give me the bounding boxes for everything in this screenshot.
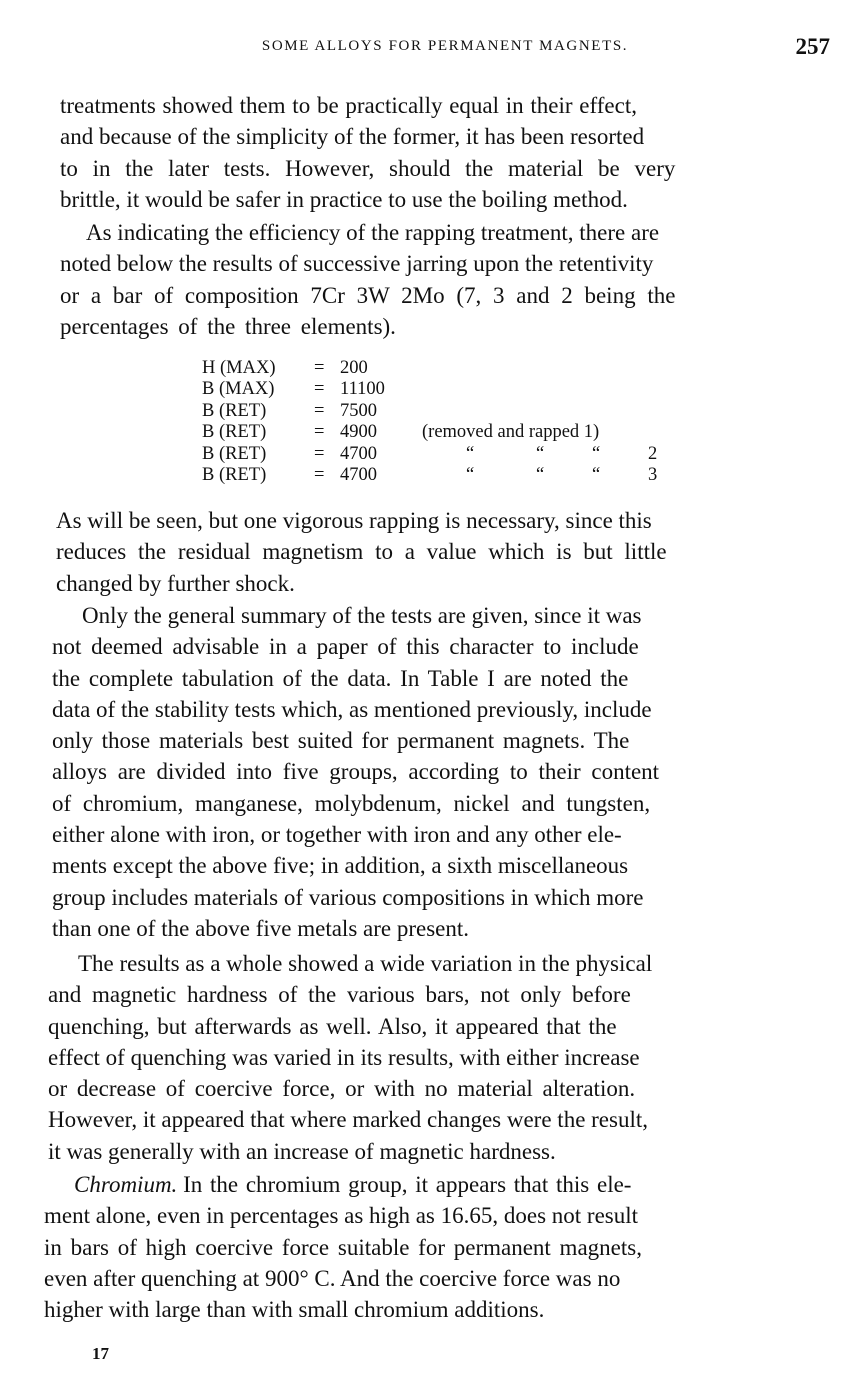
- text-line: the complete tabulation of the data. In Table I are noted the: [52, 665, 629, 691]
- row-value: 4900: [340, 422, 377, 443]
- row-equals: =: [314, 358, 325, 378]
- ditto-mark: “: [592, 443, 601, 464]
- text-line: The results as a whole showed a wide variation in the physical: [78, 951, 653, 976]
- ditto-mark: “: [466, 443, 475, 464]
- text-line: changed by further shock.: [56, 570, 295, 596]
- page-header: [60, 34, 830, 64]
- text-line: and because of the simplicity of the former, it has been resorted: [60, 124, 645, 150]
- paragraph-results: [48, 948, 818, 1167]
- text-line-rest: In the chromium group, it appears that this ele-: [183, 1172, 632, 1197]
- text-line: alloys are divided into five groups, according to their content: [52, 759, 660, 785]
- text-line: it was generally with an increase of magnetic hardness.: [48, 1138, 556, 1164]
- row-label: H (MAX): [202, 358, 276, 378]
- rap-count: 2: [648, 443, 658, 464]
- text-line: and magnetic hardness of the various bars, not only before: [48, 982, 631, 1008]
- text-line: ment alone, even in percentages as high as 16.65, does not result: [44, 1203, 639, 1229]
- text-line: not deemed advisable in a paper of this character to include: [52, 634, 639, 660]
- running-head: SOME ALLOYS FOR PERMANENT MAGNETS.: [261, 38, 629, 54]
- row-label: B (RET): [202, 400, 267, 421]
- text-line: only those materials best suited for permanent magnets. The: [52, 728, 630, 754]
- text-line: to in the later tests. However, should the material be very: [60, 155, 676, 181]
- text-line: even after quenching at 900° C. And the coercive force was no: [44, 1265, 621, 1291]
- text-line: effect of quenching was varied in its results, with either increase: [48, 1044, 640, 1070]
- text-line: noted below the results of successive jarring upon the retentivity: [60, 251, 654, 277]
- row-equals: =: [314, 443, 325, 464]
- section-heading-chromium: Chromium.: [74, 1172, 178, 1197]
- text-line: Only the general summary of the tests are given, since it was: [82, 603, 642, 628]
- row-value: 200: [340, 358, 368, 378]
- text-line: As indicating the efficiency of the rapping treatment, there are: [86, 220, 660, 245]
- row-label: B (RET): [202, 422, 267, 443]
- text-line: ments except the above five; in addition, a sixth miscellaneous: [52, 853, 629, 879]
- page-number: 257: [795, 34, 830, 59]
- row-equals: =: [314, 464, 325, 485]
- paragraph-rapping: [60, 217, 826, 342]
- text-line: higher with large than with small chromium additions.: [44, 1297, 545, 1323]
- text-line: quenching, but afterwards as well. Also, it appeared that the: [48, 1013, 617, 1039]
- text-line: either alone with iron, or together with iron and any other ele-: [52, 822, 622, 848]
- ditto-mark: “: [536, 464, 545, 485]
- text-line: However, it appeared that where marked changes were the result,: [48, 1107, 648, 1133]
- text-line: reduces the residual magnetism to a value which is but little: [56, 539, 667, 565]
- text-line: or decrease of coercive force, or with no material alteration.: [48, 1076, 636, 1102]
- row-equals: =: [314, 400, 325, 421]
- text-line: group includes materials of various compositions in which more: [52, 884, 644, 910]
- row-label: B (RET): [202, 464, 267, 485]
- text-line: of chromium, manganese, molybdenum, nickel and tungsten,: [52, 790, 651, 816]
- row-label: B (RET): [202, 443, 267, 464]
- signature-mark: 17: [92, 1344, 109, 1363]
- rap-count: 3: [648, 464, 658, 485]
- text-line: in bars of high coercive force suitable for permanent magnets,: [44, 1234, 642, 1260]
- row-value: 4700: [340, 464, 377, 485]
- text-line: percentages of the three elements).: [60, 313, 396, 339]
- paragraph-treatments: [60, 90, 826, 215]
- paragraph-chromium: [44, 1169, 816, 1325]
- text-line: than one of the above five metals are present.: [52, 915, 470, 941]
- ditto-mark: “: [466, 464, 475, 485]
- text-line: or a bar of composition 7Cr 3W 2Mo (7, 3 and 2 being the: [60, 282, 676, 308]
- row-note: (removed and rapped 1): [422, 422, 600, 443]
- text-line: data of the stability tests which, as mentioned previously, include: [52, 696, 652, 722]
- text-line: [44, 1169, 816, 1200]
- text-line: treatments showed them to be practically equal in their effect,: [60, 93, 637, 118]
- text-line: brittle, it would be safer in practice to use the boiling method.: [60, 186, 628, 212]
- row-value: 11100: [340, 379, 385, 400]
- ditto-mark: “: [536, 443, 545, 464]
- row-label: B (MAX): [202, 379, 275, 400]
- row-equals: =: [314, 422, 325, 443]
- paragraph-rapping-conclusion: [56, 505, 824, 599]
- row-equals: =: [314, 379, 325, 400]
- paragraph-summary: [52, 600, 822, 944]
- row-value: 7500: [340, 400, 377, 421]
- ditto-mark: “: [592, 464, 601, 485]
- text-line: As will be seen, but one vigorous rapping is necessary, since this: [56, 508, 652, 533]
- row-value: 4700: [340, 443, 377, 464]
